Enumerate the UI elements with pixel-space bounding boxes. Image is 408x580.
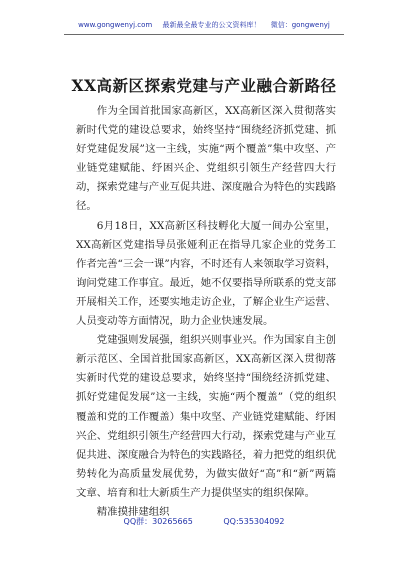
wechat-id: 微信：gongwenyj — [270, 21, 330, 29]
site-slogan: 最新最全最专业的公文资料库！ — [162, 21, 261, 29]
section-heading: 精准摸排建组织 — [96, 505, 170, 518]
document-title: XX高新区探索党建与产业融合新路径 — [71, 76, 337, 95]
site-url-link[interactable]: www.gongwenyj.com — [78, 21, 153, 29]
site-footer — [0, 516, 408, 527]
body-paragraph: 党建强则发展强，组织兴则事业兴。作为国家自主创新示范区、全国首批国家高新区，XX高新区深入贯彻落实新时代党的建设总要求，始终坚持“围绕经济抓党建、抓好党建促发展”这一主线，实施“两个覆盖”（党的组织覆盖和党的工作覆盖）集中攻坚、产业链党建赋能、纾困兴企、党组织引领生产经营四大行动，探索党建与产业互促共进、深度融合为特色的实践路径，着力把党的组织优势转化为高质量发展优势，为做实做好“高”和“新”两篇文章、培育和壮大新质生产力提供坚实的组织保障。 — [76, 334, 336, 499]
qq-number: QQ:535304092 — [223, 517, 285, 526]
document-body — [76, 102, 336, 522]
body-paragraph: 6月18日，XX高新区科技孵化大厦一间办公室里，XX高新区党建指导员张娅利正在指导几家企业的党务工作者完善“三会一课”内容，不时还有人来领取学习资料，询问党建工作事宜。最近，她不仅要指导所联系的党支部开展相关工作，还要实地走访企业，了解企业生产运营、人员变动等方面情况，助力企业快速发展。 — [76, 219, 336, 328]
site-header — [0, 20, 408, 30]
body-paragraph: 作为全国首批国家高新区，XX高新区深入贯彻落实新时代党的建设总要求，始终坚持“围绕经济抓党建、抓好党建促发展”这一主线，实施“两个覆盖”集中攻坚、产业链党建赋能、纾困兴企、党组织引领生产经营四大行动，探索党建与产业互促共进、深度融合为特色的实践路径。 — [76, 105, 336, 213]
header-divider — [64, 34, 344, 35]
qq-group-number: QQ群：30265665 — [123, 517, 193, 526]
